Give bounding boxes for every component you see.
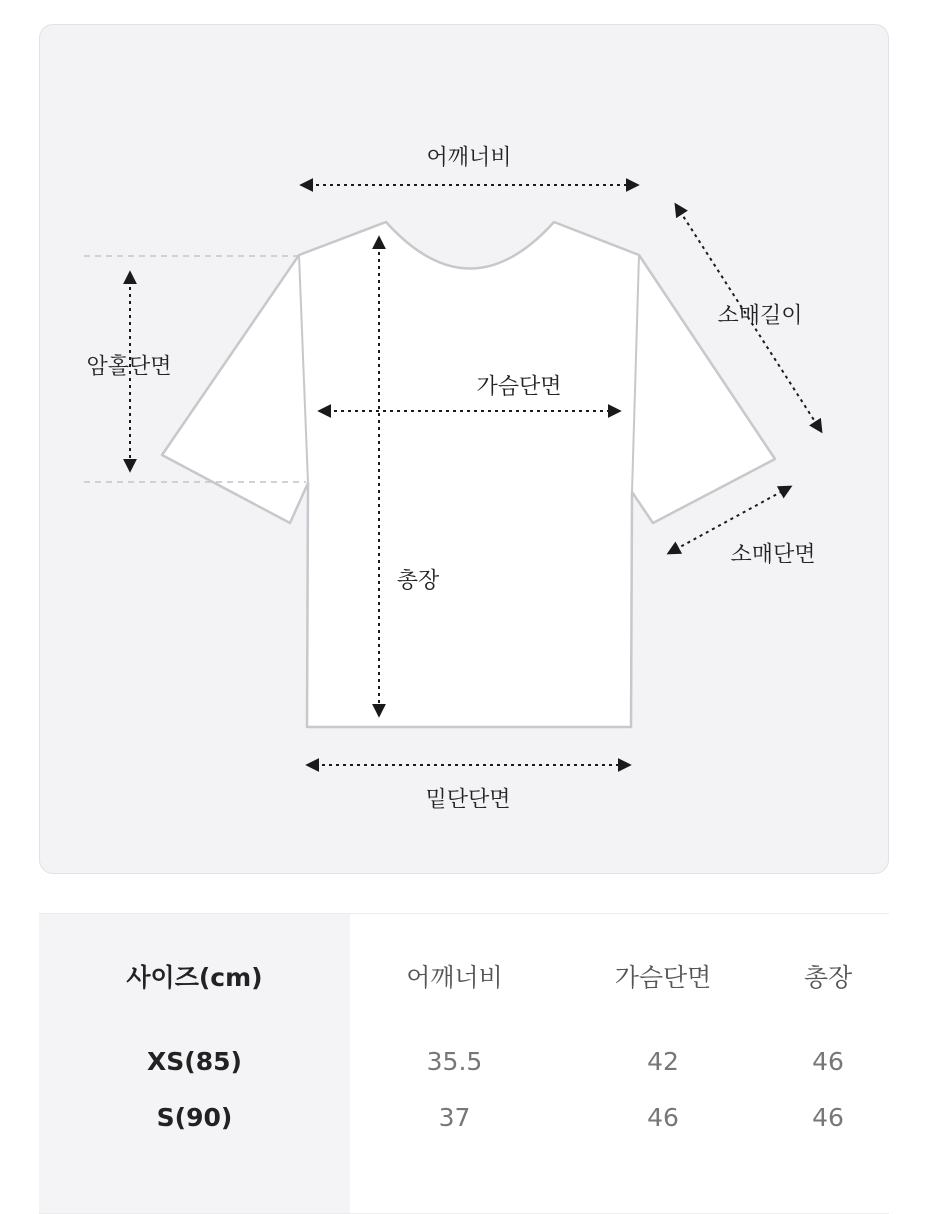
size-diagram bbox=[39, 24, 889, 874]
header-length: 총장 bbox=[803, 962, 853, 992]
tshirt-outline bbox=[162, 222, 775, 727]
row-shoulder: 35.5 bbox=[426, 1046, 483, 1076]
total-length-label: 총장 bbox=[396, 568, 440, 594]
row-length: 46 bbox=[812, 1046, 844, 1076]
row-shoulder: 37 bbox=[438, 1103, 471, 1132]
cuff-label: 소매단면 bbox=[730, 542, 816, 568]
sleeve-length-label: 소매길이 bbox=[717, 303, 803, 329]
table-header-row bbox=[39, 914, 889, 1032]
row-length: 46 bbox=[812, 1103, 844, 1132]
row-chest: 42 bbox=[647, 1046, 679, 1076]
chest-label: 가슴단면 bbox=[476, 374, 562, 400]
armhole-label: 암홀단면 bbox=[86, 354, 172, 380]
header-chest: 가슴단면 bbox=[614, 962, 712, 992]
header-shoulder: 어깨너비 bbox=[406, 962, 503, 992]
row-size: XS(85) bbox=[39, 1031, 350, 1091]
table-row bbox=[39, 1091, 889, 1214]
table-row bbox=[39, 1031, 889, 1091]
shoulder-label: 어깨너비 bbox=[426, 145, 512, 171]
header-size: 사이즈(cm) bbox=[39, 914, 350, 1032]
size-table bbox=[39, 913, 889, 1214]
row-size: S(90) bbox=[39, 1091, 350, 1214]
row-chest: 46 bbox=[647, 1103, 679, 1132]
hem-label: 밑단단면 bbox=[425, 787, 511, 813]
